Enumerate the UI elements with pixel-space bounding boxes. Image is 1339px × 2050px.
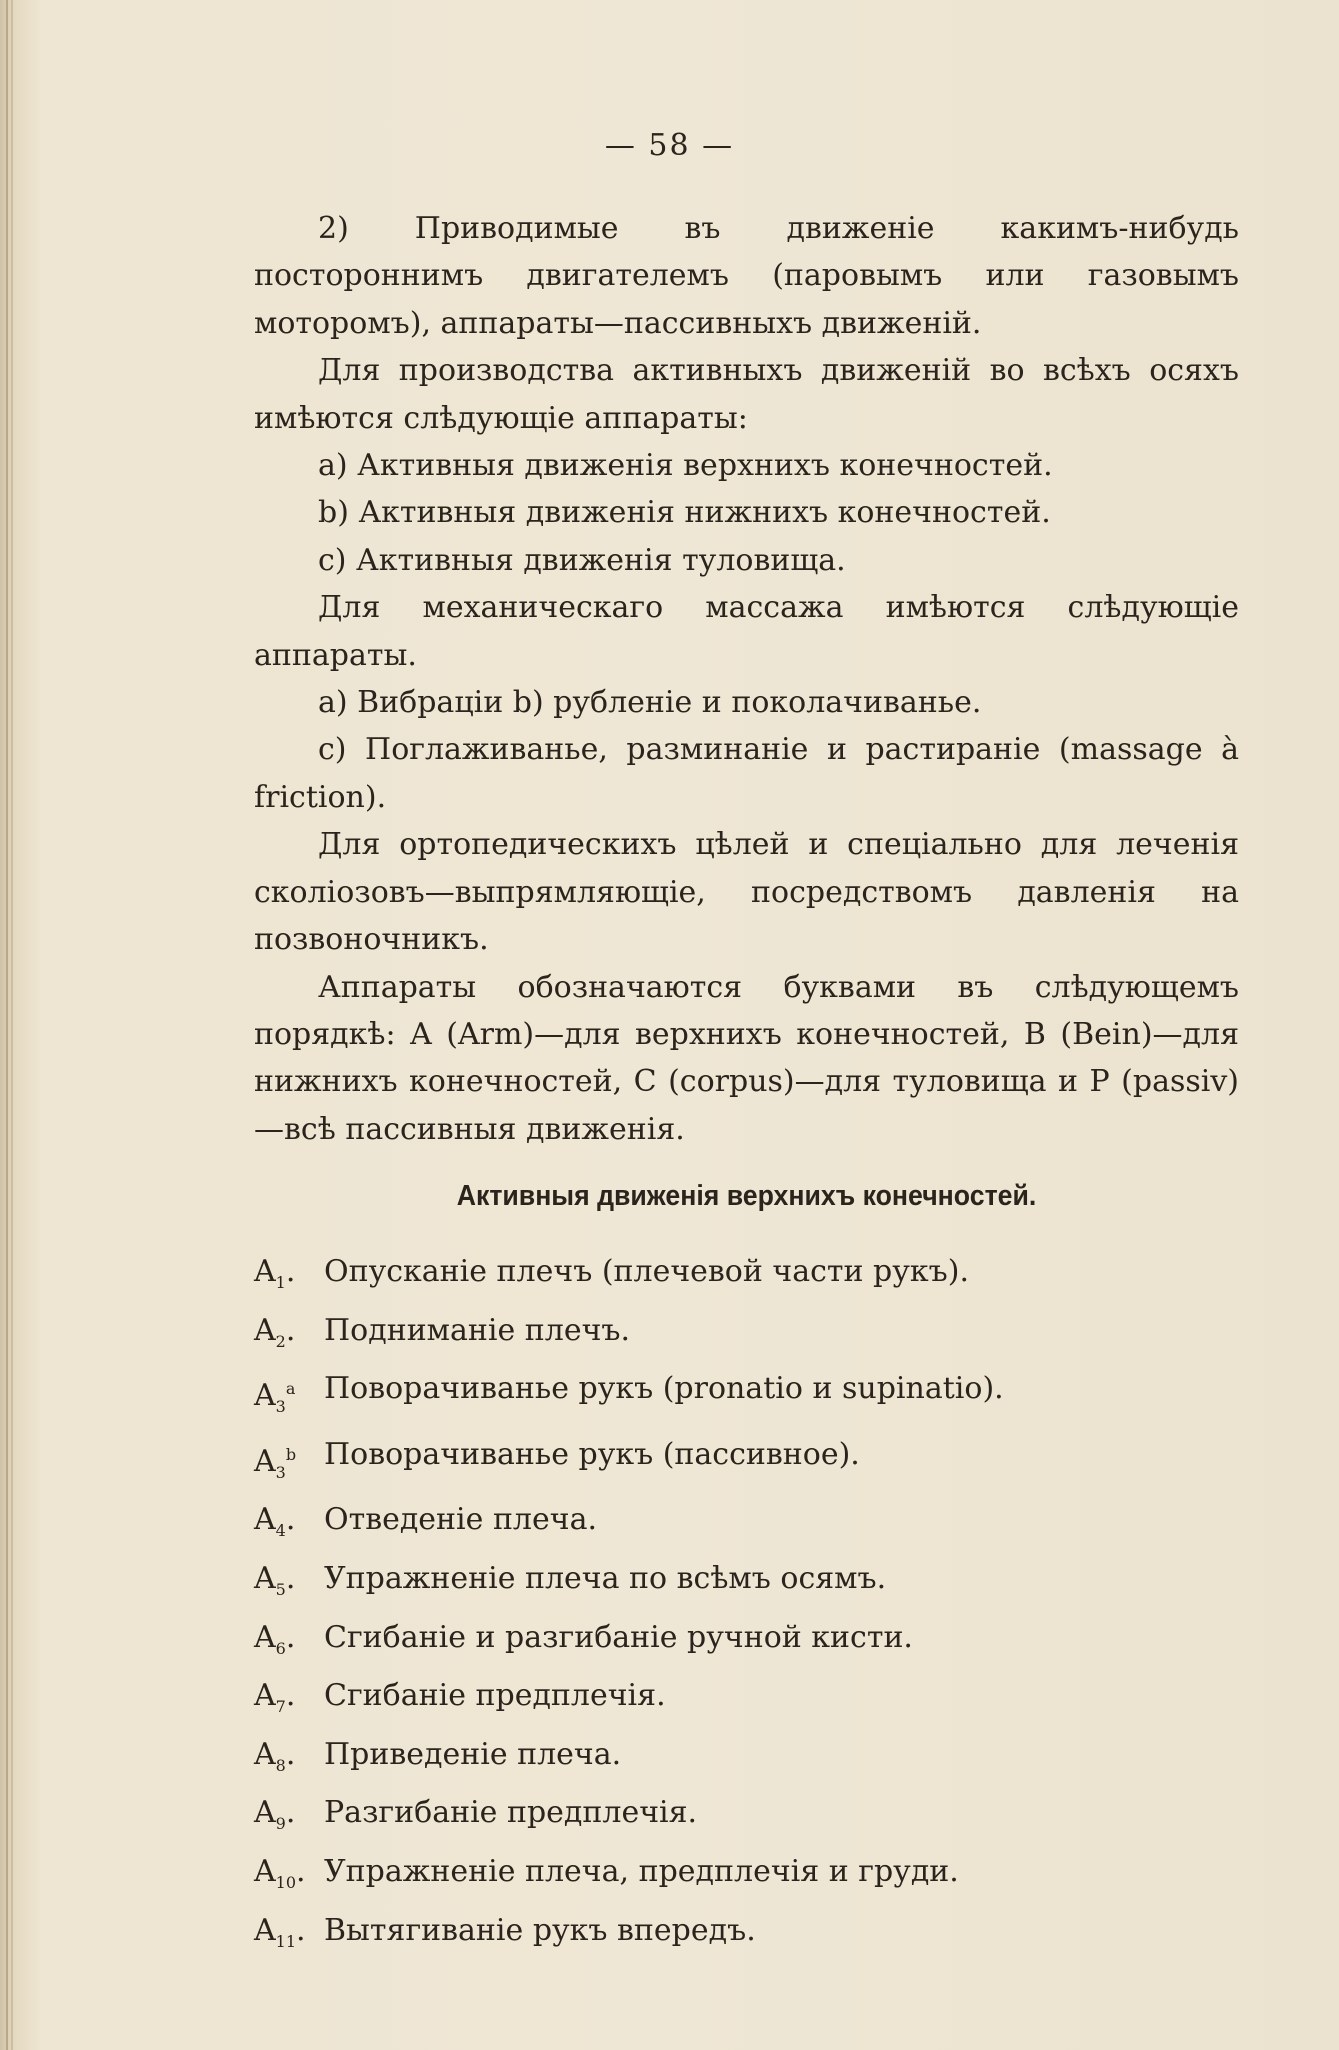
apparatus-code bbox=[254, 1248, 324, 1307]
apparatus-letter: A bbox=[254, 1312, 276, 1348]
apparatus-description: Приведеніе плеча. bbox=[324, 1736, 622, 1772]
paragraph: c) Поглаживанье, разминаніе и растираніе (massage à friction). bbox=[254, 732, 1239, 815]
paragraph: a) Вибраціи b) рубленіе и поколачиванье. bbox=[318, 685, 982, 721]
apparatus-code bbox=[254, 1496, 324, 1555]
apparatus-description: Отведеніе плеча. bbox=[324, 1502, 598, 1538]
paragraph: b) Активныя движенія нижнихъ конечностей. bbox=[318, 495, 1051, 531]
apparatus-number: 3 bbox=[275, 1397, 286, 1417]
apparatus-number: 5 bbox=[275, 1579, 286, 1599]
apparatus-code bbox=[254, 1555, 324, 1614]
apparatus-description: Опусканіе плечъ (плечевой части рукъ). bbox=[324, 1254, 969, 1289]
list-item bbox=[254, 1248, 1239, 1307]
apparatus-punct: . bbox=[285, 1736, 296, 1772]
apparatus-mark: b bbox=[285, 1444, 297, 1464]
apparatus-letter: A bbox=[254, 1736, 276, 1772]
body-text bbox=[254, 205, 1239, 1153]
apparatus-description: Вытягиваніе рукъ впередъ. bbox=[324, 1912, 756, 1948]
list-item bbox=[254, 1555, 1239, 1614]
apparatus-number: 9 bbox=[275, 1814, 286, 1834]
apparatus-description: Подниманіе плечъ. bbox=[324, 1312, 631, 1348]
apparatus-description: Упражненіе плеча, предплечія и груди. bbox=[324, 1853, 959, 1889]
list-item bbox=[254, 1614, 1239, 1673]
paragraph: Для механическаго массажа имѣются слѣдующіе аппараты. bbox=[254, 590, 1239, 673]
paragraph: 2) Приводимые въ движеніе какимъ-нибудь постороннимъ двигателемъ (паровымъ или газовымъ моторомъ), аппараты—пассивныхъ движеній. bbox=[254, 211, 1239, 341]
apparatus-code bbox=[254, 1789, 324, 1848]
apparatus-letter: A bbox=[254, 1912, 276, 1948]
apparatus-punct: . bbox=[285, 1678, 296, 1714]
apparatus-code bbox=[254, 1907, 324, 1966]
apparatus-number: 4 bbox=[275, 1521, 286, 1541]
apparatus-letter: A bbox=[254, 1378, 276, 1414]
paragraph: c) Активныя движенія туловища. bbox=[318, 542, 846, 578]
apparatus-letter: A bbox=[254, 1560, 276, 1596]
apparatus-letter: A bbox=[254, 1502, 276, 1538]
apparatus-number: 8 bbox=[275, 1755, 286, 1775]
apparatus-punct: . bbox=[285, 1560, 296, 1596]
list-item bbox=[254, 1672, 1239, 1731]
apparatus-code bbox=[254, 1307, 324, 1366]
apparatus-number: 3 bbox=[275, 1462, 286, 1482]
apparatus-list bbox=[254, 1248, 1239, 1965]
page-edge-line bbox=[11, 0, 13, 2050]
list-item bbox=[254, 1789, 1239, 1848]
apparatus-punct: . bbox=[285, 1619, 296, 1655]
apparatus-punct: . bbox=[285, 1795, 296, 1831]
apparatus-code bbox=[254, 1672, 324, 1731]
apparatus-number: 7 bbox=[275, 1697, 286, 1717]
apparatus-punct: . bbox=[285, 1254, 296, 1289]
paragraph: a) Активныя движенія верхнихъ конечностей. bbox=[318, 448, 1053, 484]
apparatus-description: Сгибаніе и разгибаніе ручной кисти. bbox=[324, 1619, 913, 1655]
apparatus-number: 10 bbox=[275, 1872, 297, 1892]
apparatus-code bbox=[254, 1614, 324, 1673]
apparatus-punct: . bbox=[285, 1312, 296, 1348]
apparatus-letter: A bbox=[254, 1853, 276, 1889]
apparatus-punct: . bbox=[296, 1912, 306, 1948]
apparatus-letter: A bbox=[254, 1795, 276, 1831]
apparatus-description: Сгибаніе предплечія. bbox=[324, 1678, 666, 1714]
apparatus-punct: . bbox=[296, 1853, 306, 1889]
paragraph: Для ортопедическихъ цѣлей и спеціально для леченія сколіозовъ—выпрямляющіе, посредствомъ давленія на позвоночникъ. bbox=[254, 827, 1239, 958]
paragraph: Аппараты обозначаются буквами въ слѣдующемъ порядкѣ: A (Arm)—для верхнихъ конечностей, B (Bein)—для нижнихъ конечностей, C (corpus)—для туловища и P (passiv)—всѣ пассивныя движенія. bbox=[254, 969, 1239, 1147]
list-item bbox=[254, 1848, 1239, 1907]
apparatus-mark: a bbox=[285, 1379, 296, 1399]
apparatus-letter: A bbox=[254, 1619, 276, 1655]
list-item bbox=[254, 1307, 1239, 1366]
apparatus-number: 1 bbox=[275, 1273, 286, 1292]
apparatus-code bbox=[254, 1731, 324, 1790]
apparatus-description: Разгибаніе предплечія. bbox=[324, 1795, 698, 1831]
page-number: — 58 — bbox=[604, 128, 735, 163]
apparatus-number: 2 bbox=[275, 1331, 286, 1351]
apparatus-description: Поворачиванье рукъ (pronatio и supinatio). bbox=[324, 1371, 1004, 1407]
list-item bbox=[254, 1731, 1239, 1790]
apparatus-code bbox=[254, 1848, 324, 1907]
apparatus-letter: A bbox=[254, 1678, 276, 1714]
apparatus-letter: A bbox=[254, 1443, 276, 1479]
list-item bbox=[254, 1431, 1239, 1497]
section-heading: Активныя движенія верхнихъ конечностей. bbox=[456, 1180, 1037, 1212]
page-edge-line bbox=[6, 0, 8, 2050]
apparatus-code bbox=[254, 1365, 324, 1431]
list-item bbox=[254, 1496, 1239, 1555]
apparatus-number: 11 bbox=[275, 1931, 297, 1951]
apparatus-code bbox=[254, 1431, 324, 1497]
apparatus-description: Поворачиванье рукъ (пассивное). bbox=[324, 1436, 860, 1472]
apparatus-punct: . bbox=[285, 1502, 296, 1538]
list-item bbox=[254, 1365, 1239, 1431]
paragraph: Для производства активныхъ движеній во всѣхъ осяхъ имѣются слѣдующіе аппараты: bbox=[254, 353, 1239, 436]
list-item bbox=[254, 1907, 1239, 1966]
apparatus-description: Упражненіе плеча по всѣмъ осямъ. bbox=[324, 1560, 887, 1596]
apparatus-number: 6 bbox=[275, 1638, 286, 1658]
apparatus-letter: A bbox=[254, 1254, 276, 1289]
